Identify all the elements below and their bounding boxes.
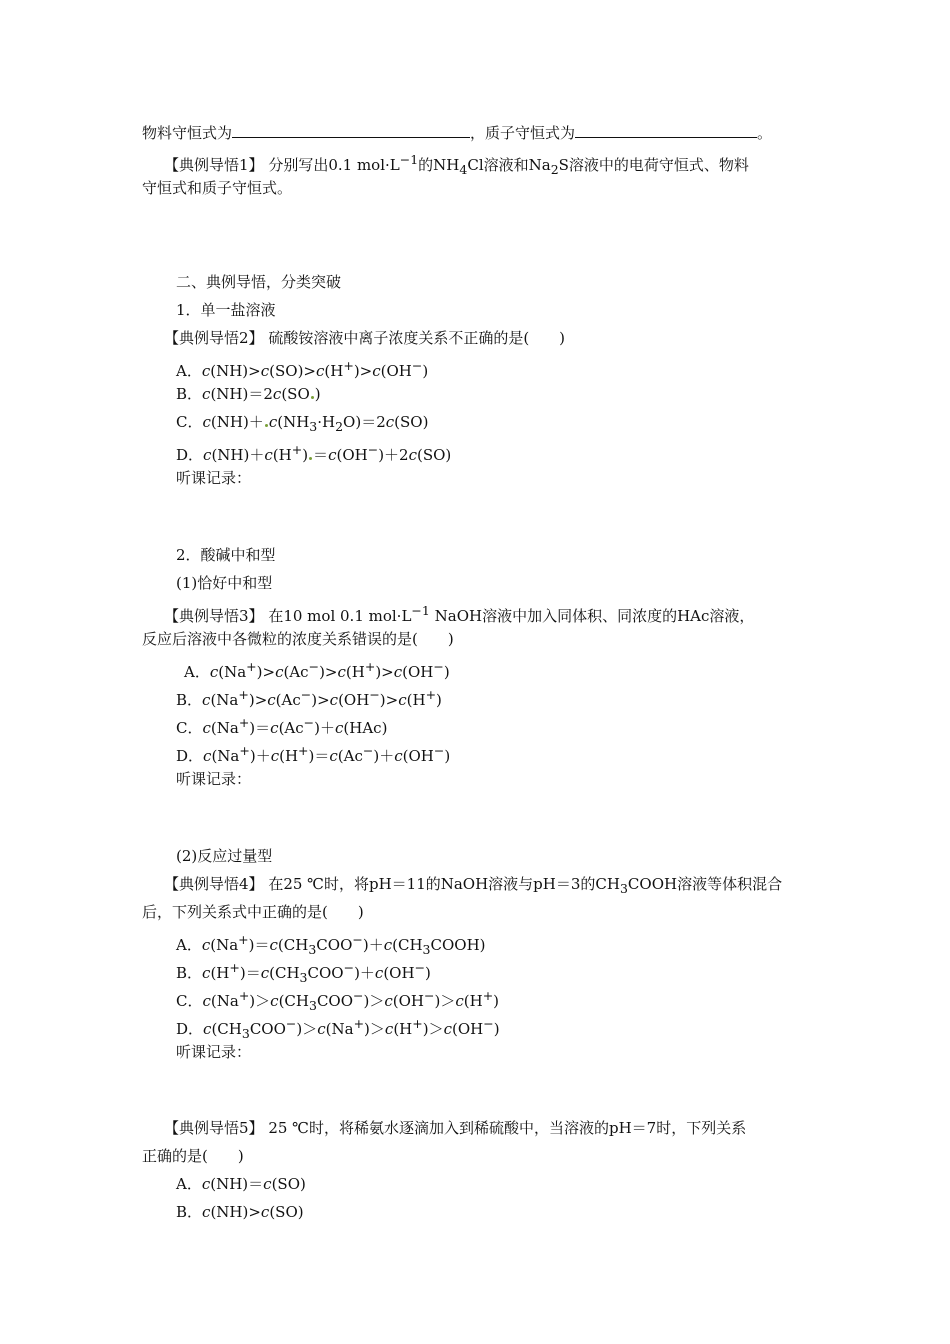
example-5-tag: 【典例导悟5】: [164, 1119, 264, 1137]
mark-dot: [265, 424, 268, 427]
notes-label-1: 听课记录：: [176, 469, 252, 487]
example-5-line-2: 正确的是( ): [142, 1147, 244, 1165]
example-4-tag: 【典例导悟4】: [164, 875, 264, 893]
conservation-line: [142, 122, 772, 143]
example-3-line-2: 反应后溶液中各微粒的浓度关系错误的是( ): [142, 630, 454, 648]
material-conservation-blank[interactable]: [232, 122, 470, 138]
example-2-option-c[interactable]: C．$c(NH)+ c(NH_3\cdot H_2O)=2c(SO)$: [176, 413, 429, 434]
example-2-option-a[interactable]: A．c(NH)>c(SO)>c(H+)>c(OH−): [176, 358, 429, 380]
section-heading: 二、典例导悟，分类突破: [176, 273, 342, 291]
material-conservation-label: 物料守恒式为: [142, 124, 233, 142]
example-1-line-2: 守恒式和质子守恒式。: [142, 179, 293, 197]
example-3-option-d[interactable]: D．c(Na+)＋c(H+)＝c(Ac−)＋c(OH−): [176, 743, 451, 765]
example-4-line-2: 后，下列关系式中正确的是( ): [142, 903, 364, 921]
subsection-2-2-heading: (2)反应过量型: [176, 847, 273, 865]
notes-label-2: 听课记录：: [176, 770, 252, 788]
example-3-line-1: 【典例导悟3】 在10 mol 0.1 $mol\cdot L^{-1}$ NaOH溶液中加入同体积、同浓度的HAc溶液，: [164, 603, 755, 625]
subsection-2-heading: 2．酸碱中和型: [176, 546, 276, 564]
example-4-option-a[interactable]: A．$c(Na^+)=c(CH_3COO^-)+c(CH_3COOH)$: [176, 932, 486, 957]
example-2-option-b[interactable]: B．c(NH)＝2c(SO ): [176, 385, 321, 403]
subsection-2-1-heading: (1)恰好中和型: [176, 574, 273, 592]
example-4-option-d[interactable]: D．$c(CH_3COO^-)>c(Na^+)>c(H^+)>c(OH^-)$: [176, 1016, 500, 1041]
example-2-question: 【典例导悟2】 硫酸铵溶液中离子浓度关系不正确的是( ): [164, 329, 566, 347]
example-2-option-d[interactable]: D．c(NH)＋c(H+) ＝c(OH−)＋2c(SO): [176, 442, 452, 464]
example-3-option-b[interactable]: B．c(Na+)>c(Ac−)>c(OH−)>c(H+): [176, 687, 442, 709]
example-1-tag: 【典例导悟1】: [164, 156, 264, 174]
example-1-line-1: 【典例导悟1】 分别写出0.1 $mol\cdot L^{-1}$的$NH_4Cl$溶液和$Na_2S$溶液中的电荷守恒式、物料: [164, 152, 749, 177]
proton-conservation-label: ，质子守恒式为: [470, 124, 576, 142]
notes-label-3: 听课记录：: [176, 1043, 252, 1061]
example-3-option-a[interactable]: A．c(Na+)>c(Ac−)>c(H+)>c(OH−): [184, 659, 450, 681]
subsection-1-heading: 1．单一盐溶液: [176, 301, 276, 319]
example-4-option-c[interactable]: C．$c(Na^+)>c(CH_3COO^-)>c(OH^-)>c(H^+)$: [176, 988, 500, 1013]
mark-dot: [309, 457, 312, 460]
example-5-option-a[interactable]: A．c(NH)＝c(SO): [176, 1175, 306, 1193]
example-2-tag: 【典例导悟2】: [164, 329, 264, 347]
line-end-mark: 。: [757, 124, 773, 142]
example-3-tag: 【典例导悟3】: [164, 607, 264, 625]
example-4-line-1: 【典例导悟4】 在25 ℃时，将pH＝11的NaOH溶液与pH＝3的$CH_3COOH$溶液等体积混合: [164, 875, 783, 896]
proton-conservation-blank[interactable]: [575, 122, 757, 138]
example-5-line-1: 【典例导悟5】 25 ℃时，将稀氨水逐滴加入到稀硫酸中，当溶液的pH＝7时，下列关系: [164, 1119, 747, 1137]
example-4-option-b[interactable]: B．$c(H^+)=c(CH_3COO^-)+c(OH^-)$: [176, 960, 431, 985]
example-5-option-b[interactable]: B．c(NH)>c(SO): [176, 1203, 304, 1221]
mark-dot: [311, 396, 314, 399]
example-3-option-c[interactable]: C．c(Na+)＝c(Ac−)＋c(HAc): [176, 715, 388, 737]
example-1-text-a: 分别写出0.1 mol·L: [268, 156, 400, 174]
